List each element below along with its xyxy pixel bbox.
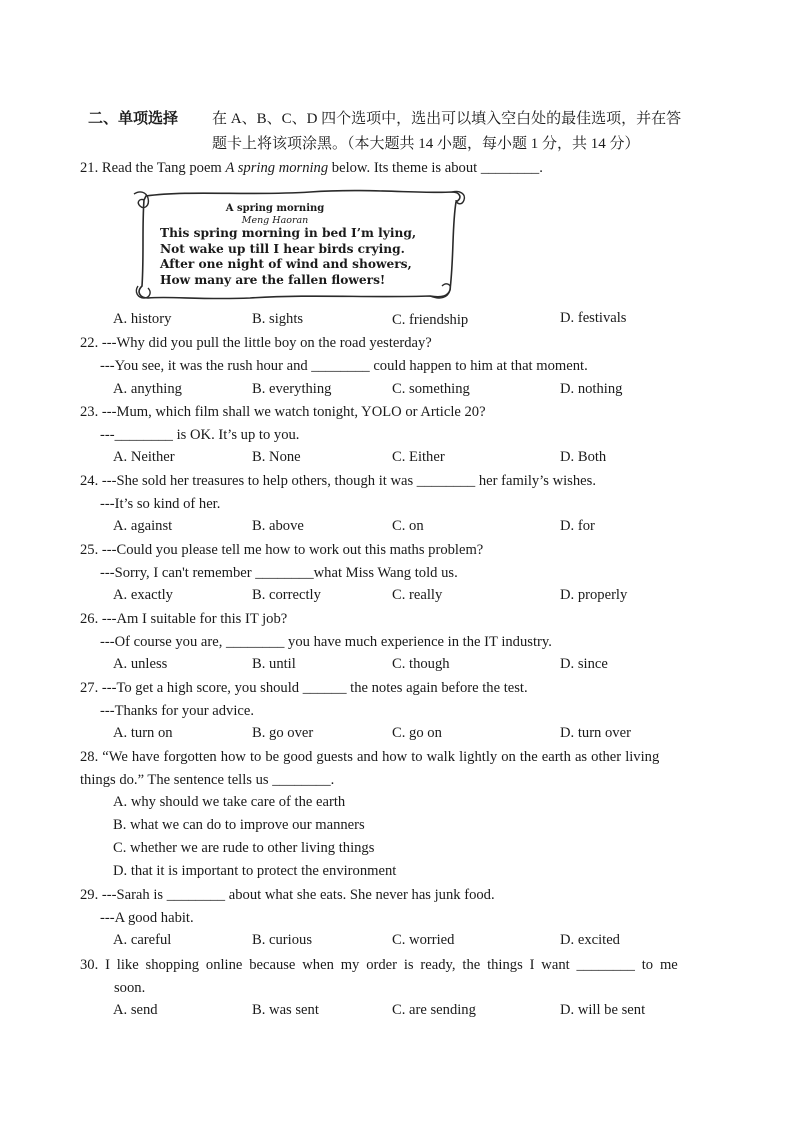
q28-option-d[interactable]: D. that it is important to protect the environment <box>113 863 397 879</box>
q22-option-a[interactable]: A. anything <box>113 381 182 397</box>
q25-answer-line: ---Sorry, I can't remember ________what Miss Wang told us. <box>100 565 458 581</box>
q30-option-c[interactable]: C. are sending <box>392 1002 476 1018</box>
q29-question: 29. ---Sarah is ________ about what she eats. She never has junk food. <box>80 887 495 903</box>
q28-question-line2: things do.” The sentence tells us ________. <box>80 772 335 788</box>
q24-option-a[interactable]: A. against <box>113 518 173 534</box>
q22-option-b[interactable]: B. everything <box>252 381 332 397</box>
q28-option-c[interactable]: C. whether we are rude to other living things <box>113 840 375 856</box>
section-instruction-line1: 在 A、B、C、D 四个选项中，选出可以填入空白处的最佳选项，并在答 <box>212 111 682 127</box>
q23-answer-line: ---________ is OK. It’s up to you. <box>100 427 300 443</box>
poem-author: Meng Haoran <box>241 215 309 226</box>
q24-option-c[interactable]: C. on <box>392 518 424 534</box>
q26-option-a[interactable]: A. unless <box>113 656 168 672</box>
q21-option-c[interactable]: C. friendship <box>392 312 469 328</box>
q26-option-d[interactable]: D. since <box>560 656 608 672</box>
q26-question: 26. ---Am I suitable for this IT job? <box>80 611 288 627</box>
q27-option-b[interactable]: B. go over <box>252 725 314 741</box>
q26-option-b[interactable]: B. until <box>252 656 296 672</box>
q29-answer-line: ---A good habit. <box>100 910 194 926</box>
q29-option-c[interactable]: C. worried <box>392 932 455 948</box>
q27-question: 27. ---To get a high score, you should ______ the notes again before the test. <box>80 680 528 696</box>
q22-question: 22. ---Why did you pull the little boy on the road yesterday? <box>80 335 432 351</box>
question-21-text: 21. Read the Tang poem A spring morning below. Its theme is about ________. <box>80 160 543 176</box>
q24-option-d[interactable]: D. for <box>560 518 595 534</box>
q28-option-b[interactable]: B. what we can do to improve our manners <box>113 817 365 833</box>
q27-option-a[interactable]: A. turn on <box>113 725 173 741</box>
question-21-stem <box>80 158 543 178</box>
q24-question: 24. ---She sold her treasures to help others, though it was ________ her family’s wishes. <box>80 473 596 489</box>
q29-option-d[interactable]: D. excited <box>560 932 620 948</box>
q21-option-b[interactable]: B. sights <box>252 311 304 327</box>
q30-question-line1: 30. I like shopping online because when my order is ready, the things I want ________ to me <box>80 957 678 973</box>
q27-answer-line: ---Thanks for your advice. <box>100 703 254 719</box>
q29-option-a[interactable]: A. careful <box>113 932 172 948</box>
section-title: 二、单项选择 <box>88 111 179 127</box>
q28-question-line1: 28. “We have forgotten how to be good guests and how to walk lightly on the earth as other living <box>80 749 660 765</box>
q21-option-d[interactable]: D. festivals <box>560 310 627 326</box>
q25-option-b[interactable]: B. correctly <box>252 587 321 603</box>
poem-line: This spring morning in bed I’m lying, <box>160 226 417 240</box>
q25-option-a[interactable]: A. exactly <box>113 587 173 603</box>
q29-option-b[interactable]: B. curious <box>252 932 312 948</box>
poem-title: A spring morning <box>225 203 325 214</box>
q26-option-c[interactable]: C. though <box>392 656 450 672</box>
q28-option-a[interactable]: A. why should we take care of the earth <box>113 794 346 810</box>
q25-option-c[interactable]: C. really <box>392 587 443 603</box>
q23-question: 23. ---Mum, which film shall we watch tonight, YOLO or Article 20? <box>80 404 486 420</box>
poem-line: Not wake up till I hear birds crying. <box>160 241 405 256</box>
q30-question-line2: soon. <box>114 980 146 996</box>
q23-option-d[interactable]: D. Both <box>560 449 607 465</box>
poem-line: After one night of wind and showers, <box>160 257 412 271</box>
q30-option-a[interactable]: A. send <box>113 1002 158 1018</box>
q27-option-d[interactable]: D. turn over <box>560 725 631 741</box>
q22-option-c[interactable]: C. something <box>392 381 470 397</box>
poem <box>160 203 430 288</box>
q25-question: 25. ---Could you please tell me how to work out this maths problem? <box>80 542 484 558</box>
q21-option-a[interactable]: A. history <box>113 311 172 327</box>
q24-answer-line: ---It’s so kind of her. <box>100 496 221 512</box>
q23-option-a[interactable]: A. Neither <box>113 449 175 465</box>
q23-option-b[interactable]: B. None <box>252 449 301 465</box>
poem-title-reference: A spring morning <box>225 160 329 176</box>
q22-option-d[interactable]: D. nothing <box>560 381 623 397</box>
q26-answer-line: ---Of course you are, ________ you have much experience in the IT industry. <box>100 634 552 650</box>
q23-option-c[interactable]: C. Either <box>392 449 445 465</box>
q30-option-d[interactable]: D. will be sent <box>560 1002 646 1018</box>
q25-option-d[interactable]: D. properly <box>560 587 628 603</box>
q22-answer-line: ---You see, it was the rush hour and ________ could happen to him at that moment. <box>100 358 588 374</box>
section-instruction-line2: 题卡上将该项涂黑。（本大题共 14 小题，每小题 1 分，共 14 分） <box>212 136 640 152</box>
poem-line: How many are the fallen flowers! <box>160 272 386 287</box>
q30-option-b[interactable]: B. was sent <box>252 1002 319 1018</box>
q24-option-b[interactable]: B. above <box>252 518 304 534</box>
q27-option-c[interactable]: C. go on <box>392 725 442 741</box>
